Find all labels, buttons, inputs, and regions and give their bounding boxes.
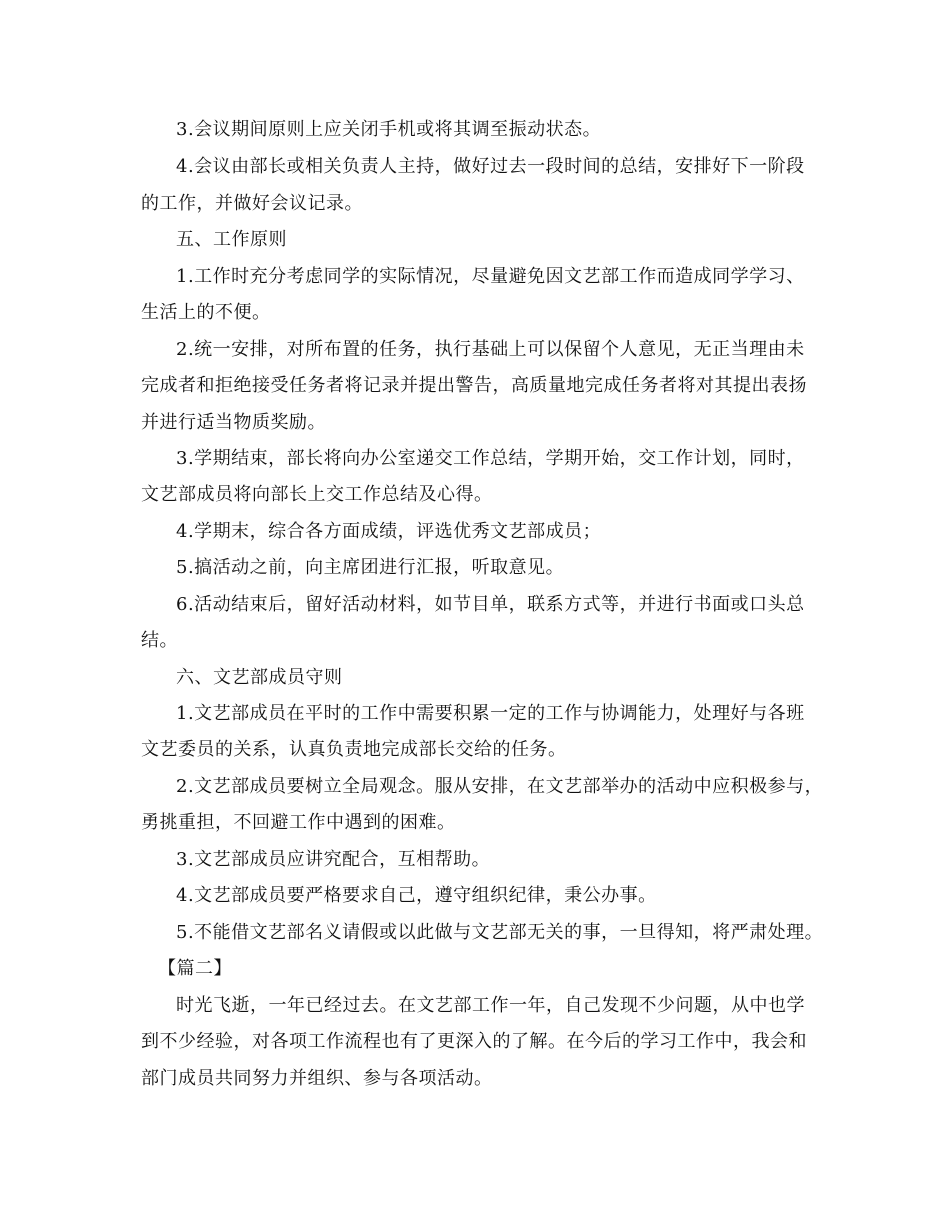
paragraph-line: 完成者和拒绝接受任务者将记录并提出警告，高质量地完成任务者将对其提出表扬	[141, 375, 807, 396]
paragraph-line: 勇挑重担，不回避工作中遇到的困难。	[141, 812, 456, 833]
paragraph-line: 3.学期结束，部长将向办公室递交工作总结，学期开始，交工作计划，同时，	[176, 448, 805, 469]
paragraph-line: 结。	[141, 630, 178, 651]
paragraph-line: 6.活动结束后，留好活动材料，如节目单，联系方式等，并进行书面或口头总	[176, 594, 805, 615]
paragraph-line: 的工作，并做好会议记录。	[141, 193, 363, 214]
section-heading: 五、工作原则	[176, 229, 287, 250]
paragraph-line: 3.文艺部成员应讲究配合，互相帮助。	[176, 849, 491, 870]
section-marker: 【篇二】	[158, 958, 232, 979]
paragraph-line: 1.文艺部成员在平时的工作中需要积累一定的工作与协调能力，处理好与各班	[176, 703, 805, 724]
paragraph-line: 1.工作时充分考虑同学的实际情况，尽量避免因文艺部工作而造成同学学习、	[176, 266, 805, 287]
paragraph-line: 5.不能借文艺部名义请假或以此做与文艺部无关的事，一旦得知，将严肃处理。	[176, 922, 824, 943]
section-heading: 六、文艺部成员守则	[176, 667, 343, 688]
paragraph-line: 文艺部成员将向部长上交工作总结及心得。	[141, 484, 493, 505]
paragraph-line: 4.文艺部成员要严格要求自己，遵守组织纪律，秉公办事。	[176, 885, 657, 906]
paragraph-line: 2.文艺部成员要树立全局观念。服从安排，在文艺部举办的活动中应积极参与，	[176, 776, 824, 797]
paragraph-line: 并进行适当物质奖励。	[141, 412, 326, 433]
paragraph-line: 4.学期末，综合各方面成绩，评选优秀文艺部成员；	[176, 521, 602, 542]
paragraph-line: 3.会议期间原则上应关闭手机或将其调至振动状态。	[176, 119, 602, 140]
paragraph-line: 生活上的不便。	[141, 302, 271, 323]
paragraph-line: 文艺委员的关系，认真负责地完成部长交给的任务。	[141, 739, 567, 760]
paragraph-line: 时光飞逝，一年已经过去。在文艺部工作一年，自己发现不少问题，从中也学	[176, 995, 805, 1016]
paragraph-line: 5.搞活动之前，向主席团进行汇报，听取意见。	[176, 557, 565, 578]
paragraph-line: 到不少经验，对各项工作流程也有了更深入的了解。在今后的学习工作中，我会和	[141, 1031, 807, 1052]
paragraph-line: 4.会议由部长或相关负责人主持，做好过去一段时间的总结，安排好下一阶段	[176, 156, 805, 177]
paragraph-line: 2.统一安排，对所布置的任务，执行基础上可以保留个人意见，无正当理由未	[176, 339, 805, 360]
paragraph-line: 部门成员共同努力并组织、参与各项活动。	[141, 1068, 493, 1089]
